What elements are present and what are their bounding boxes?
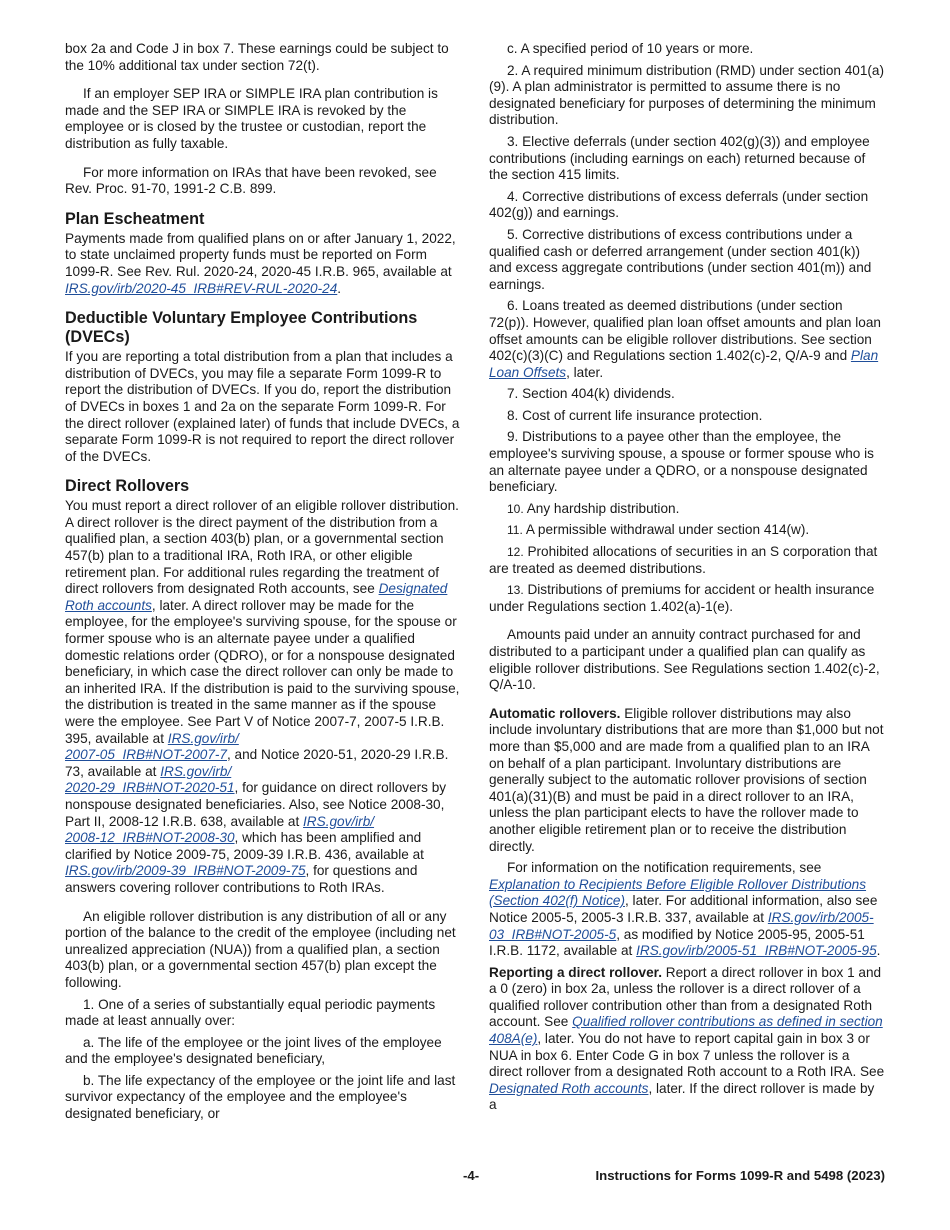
paragraph-reporting-direct-rollover: Reporting a direct rollover. Report a direct rollover in box 1 and a 0 (zero) in box 2a, unless the rollover is a direct rollover of a qualified rollover contribution other than from a designated Roth account. See Qualified rollover contributions as defined in section 408A(e), later. You do not have to report capital gain in box 3 or NUA in box 6. Enter Code G in box 7 unless the rollover is a direct rollover from a designated Roth account to a Roth IRA. See Designated Roth accounts, later. If the direct rollover is made by a: [489, 964, 885, 1113]
link-plan-loan-offsets[interactable]: Plan Loan Offsets: [489, 348, 879, 380]
list-item: 13. Distributions of premiums for accident or health insurance under Regulations section 1.402(a)-1(e).: [489, 582, 875, 614]
paragraph-automatic-rollovers: Automatic rollovers. Eligible rollover distributions may also include involuntary distributions that are more than $1,000 but not more than $5,000 and are made from a qualified plan to an IRA on behalf of a plan participant. Involuntary distributions are generally subject to the automatic rollover provisions of section 401(a)(31)(B) and must be paid in a direct rollover to an IRA, unless the plan participant elects to have the rollover made to another eligible retirement plan or to receive the distribution directly.: [489, 705, 884, 854]
paragraph: You must report a direct rollover of an eligible rollover distribution. A direct rollover is the direct payment of the distribution from a qualified plan, a section 403(b) plan, or a governmental section 457(b) plan to a traditional IRA, Roth IRA, or other eligible retirement plan. For additional rules regarding the treatment of direct rollovers from designated Roth accounts, see Designated Roth accounts, later. A direct rollover may be made for the employee, for the employee's surviving spouse, for the spouse or former spouse who is an alternate payee under a qualified domestic relations order (QDRO), or for a nonspouse designated beneficiary, in which case the direct rollover can only be made to an inherited IRA. If the distribution is paid to the surviving spouse, the distribution is treated in the same manner as if the spouse were the employee. See Part V of Notice 2007-7, 2007-5 I.R.B. 395, available at IRS.gov/irb/ 2007-05_IRB#NOT-2007-7, and Notice 2020-51, 2020-29 I.R.B. 73, available at IRS.gov/irb/ 2020-29_IRB#NOT-2020-51, for guidance on direct rollovers by nonspouse designated beneficiaries. Also, see Notice 2008-30, Part II, 2008-12 I.R.B. 638, available at IRS.gov/irb/ 2008-12_IRB#NOT-2008-30, which has been amplified and clarified by Notice 2009-75, 2009-39 I.R.B. 436, available at IRS.gov/irb/2009-39_IRB#NOT-2009-75, for questions and answers covering rollover contributions to Roth IRAs.: [65, 498, 460, 895]
link-rev-rul-2020-24[interactable]: IRS.gov/irb/2020-45_IRB#REV-RUL-2020-24: [65, 280, 338, 296]
list-item: 6. Loans treated as deemed distributions (under section 72(p)). However, qualified plan loan offset amounts and plan loan offset amounts can be eligible rollover distributions. See section 402(c)(3)(C) and Regulations section 1.402(c)-2, Q/A-9 and Plan Loan Offsets, later.: [489, 298, 881, 380]
paragraph: For more information on IRAs that have been revoked, see Rev. Proc. 91-70, 1991-2 C.B. 899.: [65, 164, 437, 197]
list-item: 9. Distributions to a payee other than the employee, the employee's surviving spouse, a spouse or former spouse who is an alternate payee under a QDRO, or a nonspouse designated beneficiary.: [489, 429, 874, 495]
heading-direct-rollovers: Direct Rollovers: [65, 477, 190, 496]
link-notice-2008-30[interactable]: 2008-12_IRB#NOT-2008-30: [65, 830, 235, 846]
list-item: 4. Corrective distributions of excess deferrals (under section 402(g)) and earnings.: [489, 188, 869, 221]
document-title: Instructions for Forms 1099-R and 5498 (2023): [595, 1168, 885, 1183]
paragraph: If an employer SEP IRA or SIMPLE IRA plan contribution is made and the SEP IRA or SIMPLE IRA is revoked by the employee or is closed by the trustee or custodian, report the distribution as fully taxable.: [65, 86, 438, 151]
link-402f-notice[interactable]: Explanation to Recipients Before Eligible Rollover Distributions (Section 402(f) Notice): [489, 876, 867, 909]
list-item: 5. Corrective distributions of excess contributions under a qualified cash or deferred arrangement (under section 401(k)) and excess aggregate contributions (under section 401(m)) and earnings.: [489, 226, 872, 292]
page-number: -4-: [463, 1168, 480, 1183]
link-notice-2005-5[interactable]: IRS.gov/irb/2005-03_IRB#NOT-2005-5: [489, 909, 874, 942]
left-column: [65, 41, 461, 1128]
list-item: 10. Any hardship distribution.: [507, 500, 680, 516]
list-item: 8. Cost of current life insurance protection.: [507, 407, 763, 423]
paragraph: An eligible rollover distribution is any distribution of all or any portion of the balance to the credit of the employee (including net unrealized appreciation (NUA)) from a qualified plan, a section 403(b) plan, or a governmental section 457(b) plan except the following.: [65, 908, 456, 990]
link-notice-2005-95[interactable]: IRS.gov/irb/2005-51_IRB#NOT-2005-95: [636, 943, 877, 959]
link-notice-2007-7[interactable]: 2007-05_IRB#NOT-2007-7: [65, 747, 227, 763]
link-notice-2020-51[interactable]: 2020-29_IRB#NOT-2020-51: [65, 780, 235, 796]
link-notice-2008-30[interactable]: IRS.gov/irb/: [303, 813, 375, 829]
list-item: a. The life of the employee or the joint lives of the employee and the employee's designated beneficiary,: [65, 1034, 442, 1067]
list-item: 7. Section 404(k) dividends.: [507, 386, 675, 402]
link-qualified-rollover-contributions[interactable]: Qualified rollover contributions as defined in section 408A(e): [489, 1014, 883, 1047]
list-item: 2. A required minimum distribution (RMD) under section 401(a)(9). A plan administrator is permitted to assume there is no designated beneficiary for purposes of determining the minimum distribution.: [489, 62, 885, 128]
link-notice-2009-75[interactable]: IRS.gov/irb/2009-39_IRB#NOT-2009-75: [65, 863, 306, 879]
list-item: 3. Elective deferrals (under section 402(g)(3)) and employee contributions (including earnings on each) returned because of the section 415 limits.: [489, 133, 870, 183]
list-item: 12. Prohibited allocations of securities in an S corporation that are treated as deemed distributions.: [489, 544, 878, 576]
paragraph: For information on the notification requirements, see Explanation to Recipients Before Eligible Rollover Distributions (Section 402(f) Notice), later. For additional information, also see Notice 2005-5, 2005-3 I.R.B. 337, available at IRS.gov/irb/2005-03_IRB#NOT-2005-5, as modified by Notice 2005-95, 2005-51 I.R.B. 1172, available at IRS.gov/irb/2005-51_IRB#NOT-2005-95.: [489, 860, 881, 959]
link-notice-2020-51[interactable]: IRS.gov/irb/: [160, 763, 232, 779]
list-item: 11. A permissible withdrawal under section 414(w).: [507, 522, 810, 538]
list-item: b. The life expectancy of the employee or the joint life and last survivor expectancy of the employee and the employee's designated beneficiary, or: [65, 1072, 456, 1122]
paragraph: Payments made from qualified plans on or after January 1, 2022, to state unclaimed property funds must be reported on Form 1099-R. See Rev. Rul. 2020-24, 2020-45 I.R.B. 965, available at IRS.gov/irb/2020-45_IRB#REV-RUL-2020-24.: [65, 230, 456, 296]
heading-plan-escheatment: Plan Escheatment: [65, 209, 205, 228]
link-designated-roth-accounts[interactable]: Designated Roth accounts: [65, 581, 448, 613]
right-column: [489, 41, 885, 1119]
paragraph: box 2a and Code J in box 7. These earnings could be subject to the 10% additional tax under section 72(t).: [65, 41, 449, 73]
list-item: c. A specified period of 10 years or more.: [507, 41, 754, 56]
link-notice-2007-7[interactable]: IRS.gov/irb/: [167, 730, 239, 746]
heading-dvecs: Deductible Voluntary Employee Contributions (DVECs): [65, 309, 418, 347]
link-designated-roth-accounts[interactable]: Designated Roth accounts: [489, 1080, 649, 1096]
paragraph: Amounts paid under an annuity contract purchased for and distributed to a participant under a qualified plan can qualify as eligible rollover distributions. See Regulations section 1.402(c)-2, Q/A-10.: [489, 627, 880, 693]
list-item: 1. One of a series of substantially equal periodic payments made at least annually over:: [65, 996, 436, 1029]
paragraph: If you are reporting a total distribution from a plan that includes a distribution of DVECs, you may file a separate Form 1099-R to report the distribution of DVECs. If you do, report the distribution of DVECs in boxes 1 and 2a on the separate Form 1099-R. For the direct rollover (explained later) of funds that include DVECs, a separate Form 1099-R is not required to report the direct rollover of the DVECs.: [65, 349, 460, 464]
